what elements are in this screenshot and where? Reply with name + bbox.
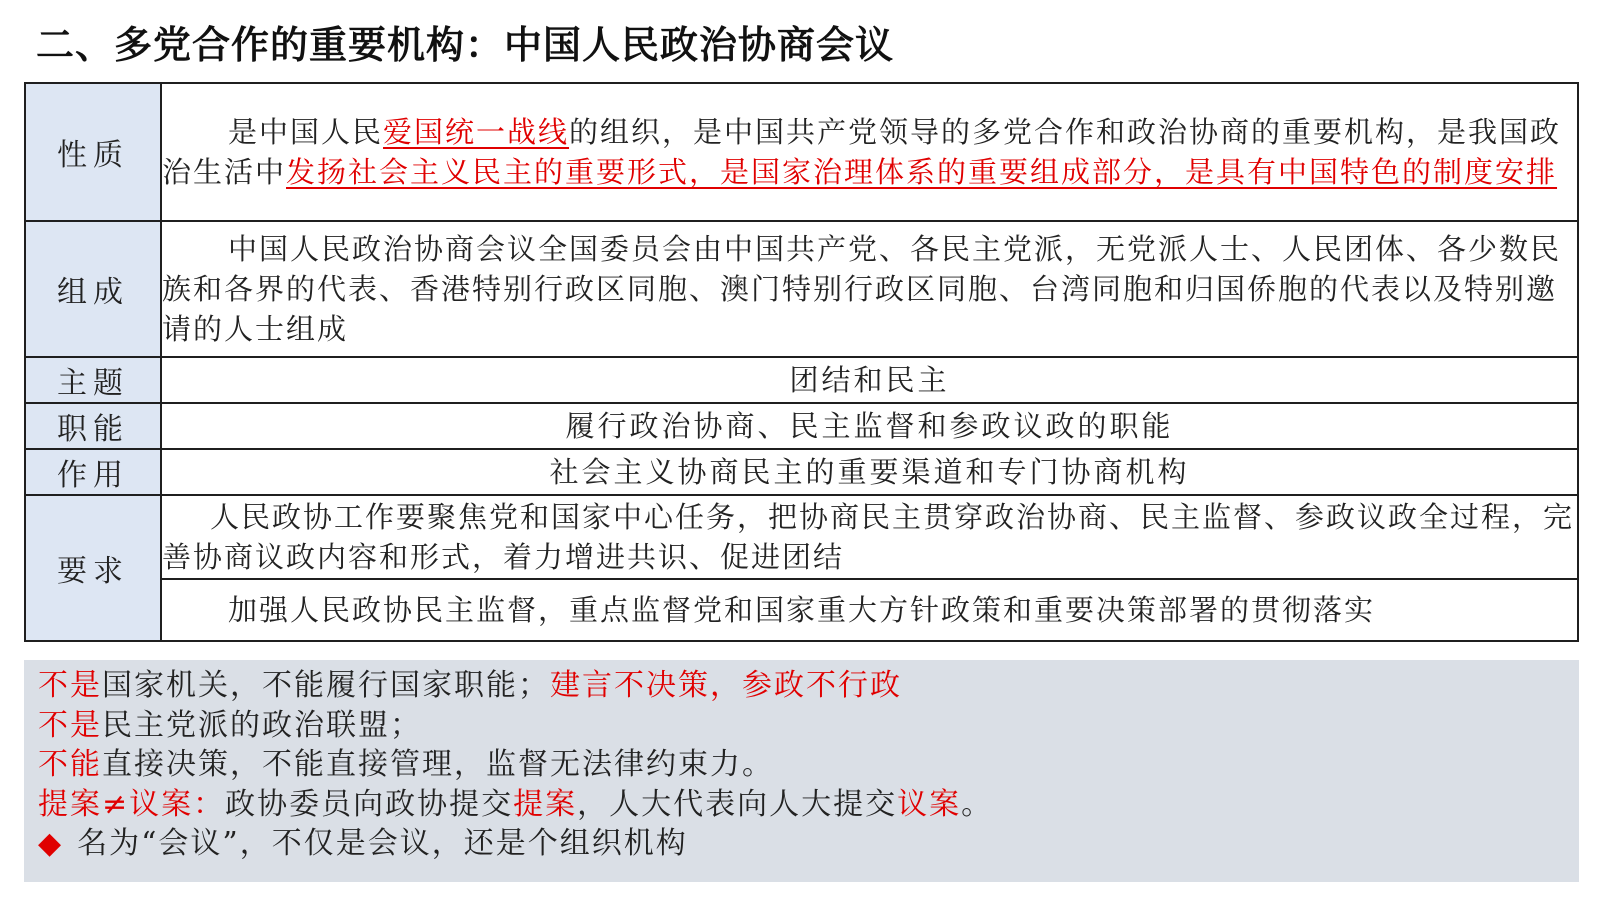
- note4-text-a: 政协委员向政协提交: [225, 786, 514, 822]
- table-row-composition: [25, 221, 1578, 357]
- note4-text-b: ，人大代表向人大提交: [577, 786, 898, 822]
- table-row-requirement-1: [25, 495, 1578, 579]
- cppcc-info-table: [24, 82, 1579, 642]
- composition-content: [161, 221, 1578, 357]
- requirement-content-1: [161, 495, 1578, 579]
- note2-text-a: 民主党派的政治联盟；: [102, 707, 422, 743]
- note4-text-c: 。: [961, 786, 994, 822]
- row-label-requirement: 要求: [25, 495, 161, 641]
- requirement-text-2: 加强人民政协民主监督，重点监督党和国家重大方针政策和重要决策部署的贯彻落实: [228, 593, 1376, 627]
- row-label-role: 作用: [25, 449, 161, 495]
- row-label-nature: 性质: [25, 83, 161, 221]
- note4-red-a: 提案≠议案：: [38, 786, 226, 822]
- nature-text-1: 是中国人民: [228, 115, 384, 149]
- note-line-3: [38, 745, 1565, 785]
- note5-text: 名为“会议”，不仅是会议，还是个组织机构: [77, 826, 688, 861]
- nature-highlight-united-front: 爱国统一战线: [383, 115, 570, 149]
- table-row-function: [25, 403, 1578, 449]
- table-row-nature: [25, 83, 1578, 221]
- page-title: 二、多党合作的重要机构：中国人民政治协商会议: [36, 23, 895, 67]
- note4-red-b: 提案: [513, 786, 578, 822]
- note-line-1: [38, 666, 1565, 706]
- row-label-theme: 主题: [25, 357, 161, 403]
- nature-highlight-democracy-form: 发扬社会主义民主的重要形式，是国家治理体系的重要组成部分，是具有中国特色的制度安排: [286, 155, 1558, 189]
- note-line-5: [38, 824, 1565, 864]
- composition-text: 中国人民政治协商会议全国委员会由中国共产党、各民主党派，无党派人士、人民团体、各少数民族和各界的代表、香港特别行政区同胞、澳门特别行政区同胞、台湾同胞和归国侨胞的代表以及特别邀请的人士组成: [162, 232, 1562, 346]
- theme-content: 团结和民主: [161, 357, 1578, 403]
- table-row-role: [25, 449, 1578, 495]
- table-row-theme: [25, 357, 1578, 403]
- requirement-text-1: 人民政协工作要聚焦党和国家中心任务，把协商民主贯穿政治协商、民主监督、参政议政全过程，完善协商议政内容和形式，着力增进共识、促进团结: [162, 500, 1575, 574]
- note3-red-a: 不能: [38, 747, 102, 782]
- row-label-function: 职能: [25, 403, 161, 449]
- note-line-2: [38, 706, 1565, 746]
- role-content: 社会主义协商民主的重要渠道和专门协商机构: [161, 449, 1578, 495]
- function-content: 履行政治协商、民主监督和参政议政的职能: [161, 403, 1578, 449]
- diamond-bullet-icon: ◆: [38, 826, 64, 861]
- table-row-requirement-2: [25, 579, 1578, 641]
- requirement-content-2: [161, 579, 1578, 641]
- note1-red-a: 不是: [38, 668, 102, 703]
- row-label-composition: 组成: [25, 221, 161, 357]
- note2-red-a: 不是: [38, 707, 102, 743]
- nature-text-2: 的组织，是中国共产党领导的多党合作和政治协商的重要机构，是我国政治生活中: [162, 115, 1562, 189]
- nature-content: [161, 83, 1578, 221]
- note1-red-b: 建言不决策，参政不行政: [550, 668, 902, 703]
- note-line-4: [38, 785, 1565, 825]
- note3-text-a: 直接决策，不能直接管理，监督无法律约束力。: [102, 747, 774, 782]
- note1-text-a: 国家机关，不能履行国家职能；: [102, 668, 550, 703]
- note4-red-c: 议案: [897, 786, 962, 822]
- notes-box: [24, 660, 1579, 882]
